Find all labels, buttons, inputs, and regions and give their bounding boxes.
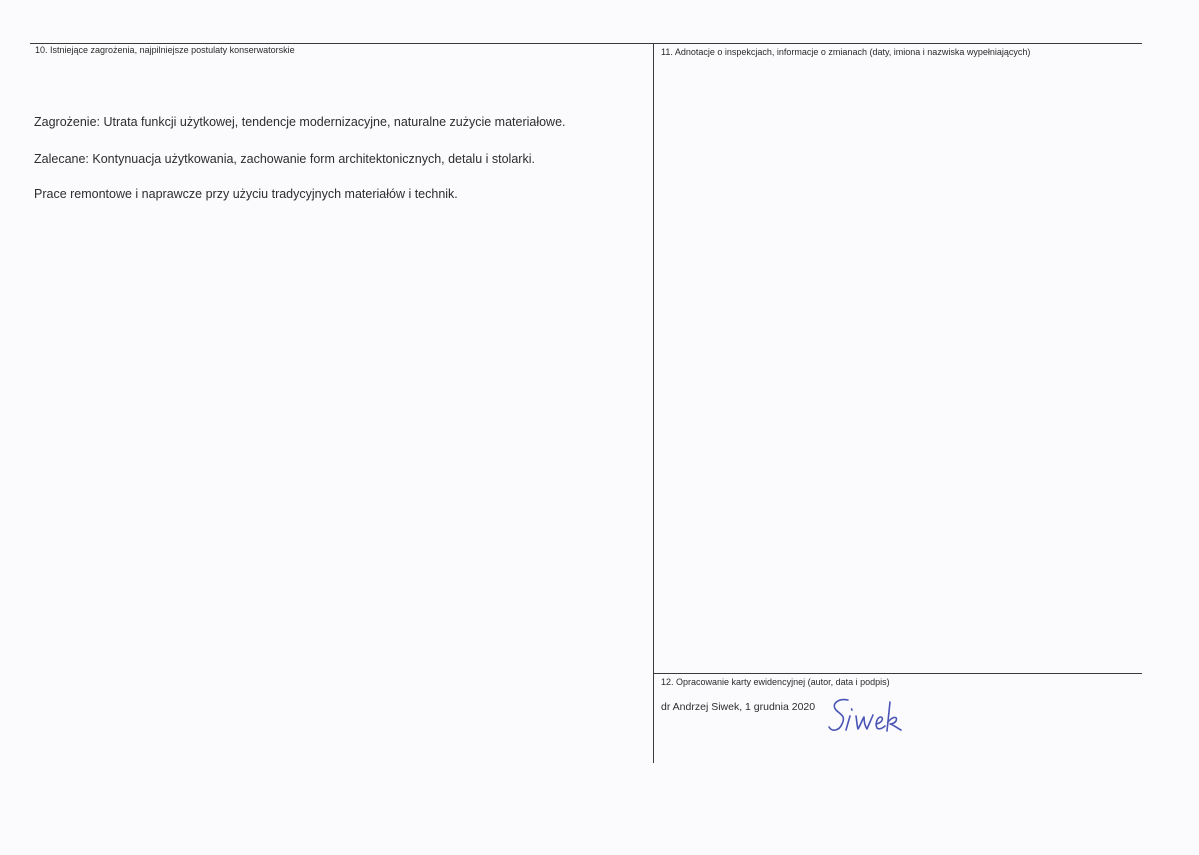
section-11-header: 11. Adnotacje o inspekcjach, informacje o zmianach (daty, imiona i nazwiska wypełniających) <box>661 47 1031 57</box>
recommendation-text: Zalecane: Kontynuacja użytkowania, zachowanie form architektonicznych, detalu i stolarki. <box>34 152 535 166</box>
author-and-date: dr Andrzej Siwek, 1 grudnia 2020 <box>661 701 816 713</box>
top-divider <box>30 43 1142 44</box>
column-divider <box>653 43 654 763</box>
repair-works-text: Prace remontowe i naprawcze przy użyciu tradycyjnych materiałów i technik. <box>34 187 458 201</box>
section-10-header: 10. Istniejące zagrożenia, najpilniejsze postulaty konserwatorskie <box>35 45 295 55</box>
section-12-divider <box>653 673 1142 674</box>
section-12-header: 12. Opracowanie karty ewidencyjnej (autor, data i podpis) <box>661 677 890 687</box>
handwritten-signature <box>826 694 926 742</box>
threat-text: Zagrożenie: Utrata funkcji użytkowej, tendencje modernizacyjne, naturalne zużycie materiałowe. <box>34 115 566 129</box>
